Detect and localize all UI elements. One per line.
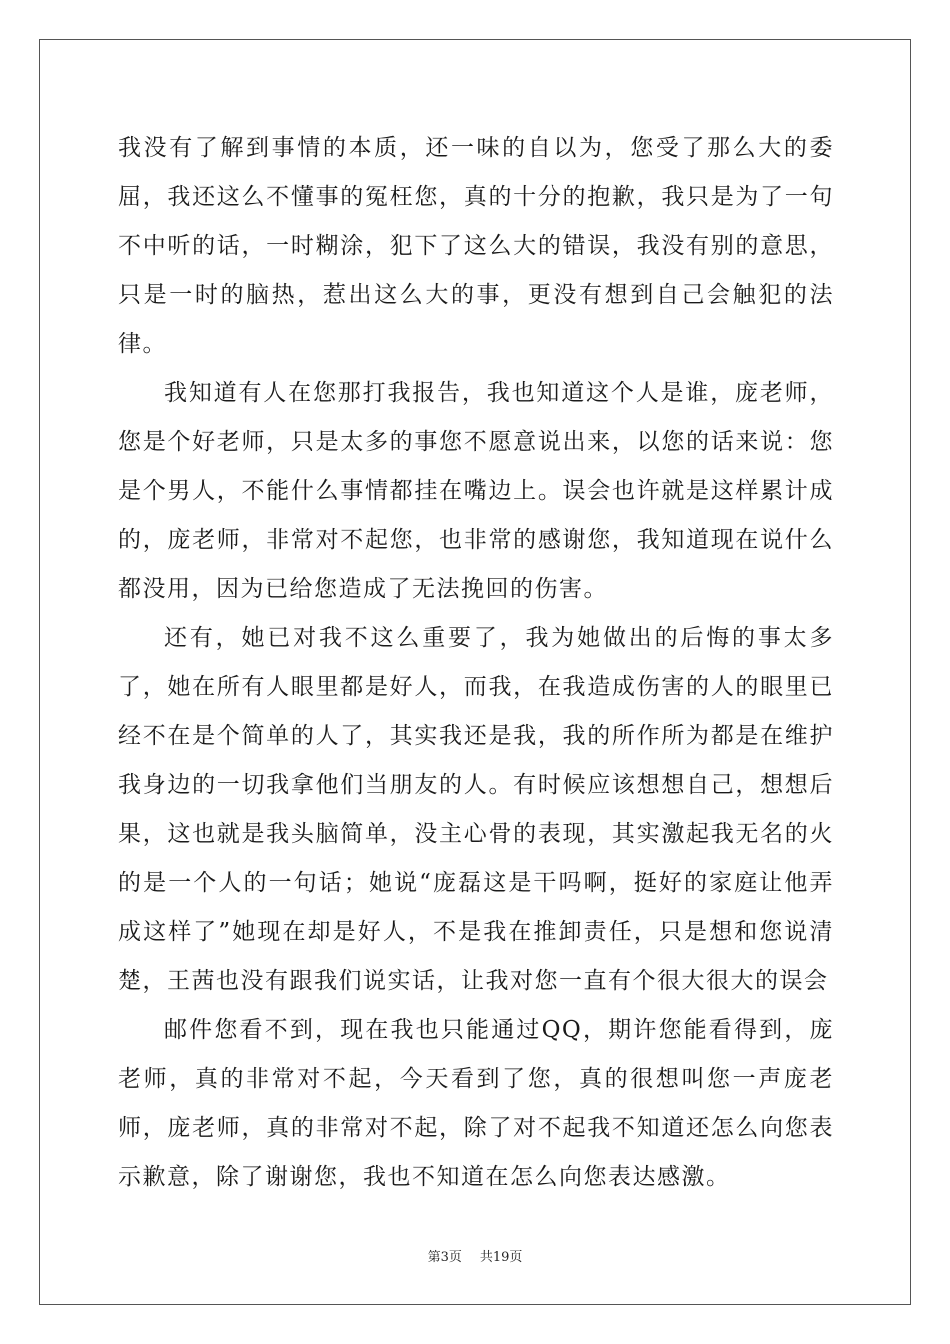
paragraph-3: 还有，她已对我不这么重要了，我为她做出的后悔的事太多了，她在所有人眼里都是好人，而我，在我造成伤害的人的眼里已经不在是个简单的人了，其实我还是我，我的所作所为都是在维护我身边的一切我拿他们当朋友的人。有时候应该想想自己，想想后果，这也就是我头脑简单，没主心骨的表现，其实激起我无名的火的是一个人的一句话；她说“庞磊这是干吗啊，挺好的家庭让他弄成这样了”她现在却是好人，不是我在推卸责任，只是想和您说清楚，王茜也没有跟我们说实话，让我对您一直有个很大很大的误会 [118, 625, 834, 994]
total-pages: 共19页 [479, 1250, 523, 1265]
document-body [118, 124, 834, 1202]
paragraph-1: 我没有了解到事情的本质，还一味的自以为，您受了那么大的委屈，我还这么不懂事的冤枉您，真的十分的抱歉，我只是为了一句不中听的话，一时糊涂，犯下了这么大的错误，我没有别的意思，只是一时的脑热，惹出这么大的事，更没有想到自己会触犯的法律。 [118, 135, 834, 357]
paragraph-2: 我知道有人在您那打我报告，我也知道这个人是谁，庞老师，您是个好老师，只是太多的事您不愿意说出来，以您的话来说：您是个男人，不能什么事情都挂在嘴边上。误会也许就是这样累计成的，庞老师，非常对不起您，也非常的感谢您，我知道现在说什么都没用，因为已给您造成了无法挽回的伤害。 [118, 380, 834, 602]
page-footer [0, 1246, 950, 1265]
page-number: 第3页 [427, 1250, 462, 1265]
paragraph-4: 邮件您看不到，现在我也只能通过QQ，期许您能看得到，庞老师，真的非常对不起，今天看到了您，真的很想叫您一声庞老师，庞老师，真的非常对不起，除了对不起我不知道还怎么向您表示歉意，除了谢谢您，我也不知道在怎么向您表达感激。 [118, 1017, 834, 1190]
